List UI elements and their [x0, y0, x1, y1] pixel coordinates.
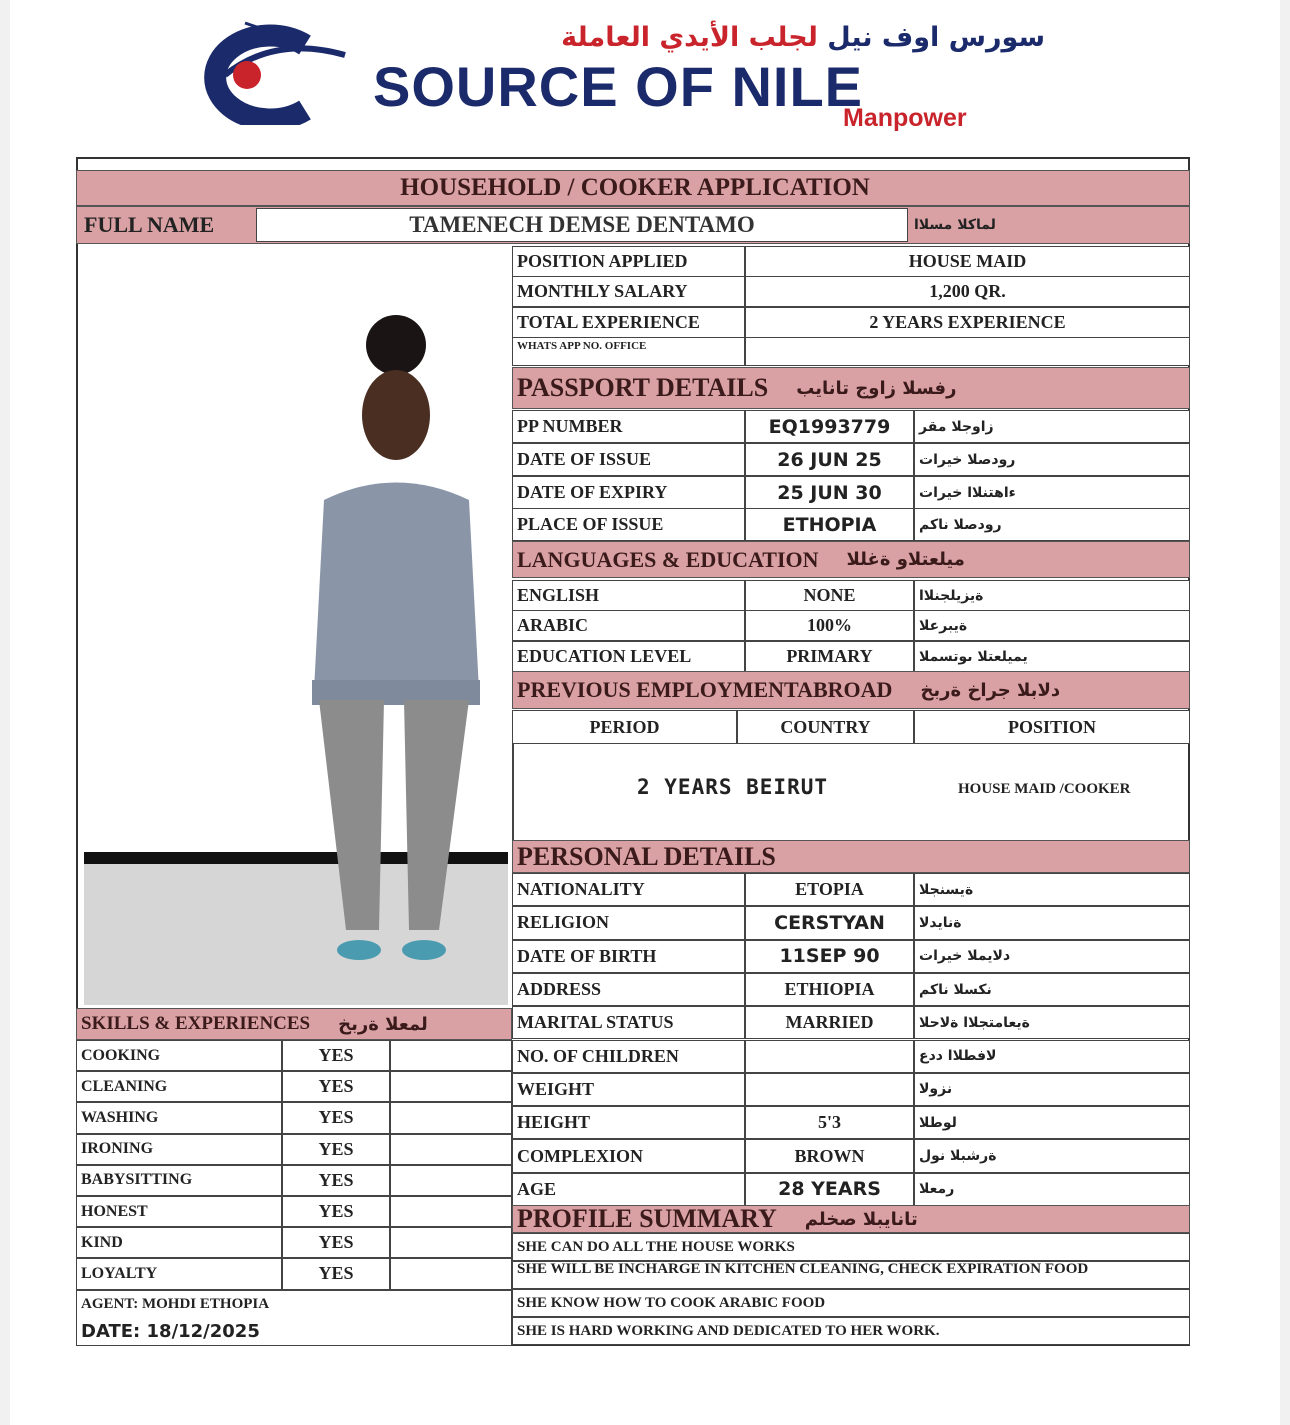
skill-empty-cell [390, 1071, 512, 1102]
employment-header [512, 671, 1190, 709]
field-value: ETHIOPIA [745, 973, 914, 1006]
employment-header-title: PREVIOUS EMPLOYMENTABROAD [517, 677, 893, 702]
skill-empty-cell [390, 1227, 512, 1258]
application-date: DATE: 18/12/2025 [76, 1318, 512, 1346]
employment-header-arabic-title: دلابلا جراخ ةربخ [920, 679, 1061, 701]
field-value: 5'3 [745, 1106, 914, 1139]
full-name-arabic: لماكلا مسلاا [910, 208, 1030, 242]
skill-label: KIND [76, 1227, 282, 1258]
skill-label: HONEST [76, 1196, 282, 1227]
field-value [745, 1073, 914, 1106]
skill-empty-cell [390, 1102, 512, 1133]
person-full-body-icon [84, 250, 508, 1005]
skills-header-arabic-title: لمعلا ةربخ [338, 1013, 428, 1035]
skill-label: WASHING [76, 1102, 282, 1133]
field-arabic-label: رمعلا [914, 1173, 1190, 1206]
skill-value: YES [282, 1040, 390, 1071]
logo-arabic-prefix: سورس اوف نيل [827, 22, 1045, 53]
field-label: WEIGHT [512, 1073, 745, 1106]
full-name-value: TAMENECH DEMSE DENTAMO [256, 208, 908, 242]
field-label: DATE OF ISSUE [512, 443, 745, 476]
field-value: BROWN [745, 1139, 914, 1172]
skill-empty-cell [390, 1134, 512, 1165]
field-arabic-label: ةيزيلجنلاا [914, 580, 1190, 611]
logo-arabic [375, 22, 1045, 53]
field-label: ADDRESS [512, 973, 745, 1006]
field-value: 26 JUN 25 [745, 443, 914, 476]
field-value: ETOPIA [745, 873, 914, 906]
field-arabic-label: ةيبرعلا [914, 610, 1190, 641]
skill-value: YES [282, 1227, 390, 1258]
field-value: 100% [745, 610, 914, 641]
skill-value: YES [282, 1165, 390, 1196]
field-label: HEIGHT [512, 1106, 745, 1139]
field-arabic-label: يميلعتلا ىوتسملا [914, 641, 1190, 672]
passport-header-arabic-title: رفسلا زاوج تانايب [796, 377, 957, 399]
skill-label: CLEANING [76, 1071, 282, 1102]
profile-summary-line: SHE KNOW HOW TO COOK ARABIC FOOD [512, 1289, 1190, 1317]
profile-header-arabic-title: تانايبلا صخلم [804, 1208, 918, 1230]
languages-header-title: LANGUAGES & EDUCATION [517, 546, 819, 572]
field-arabic-label: ةنايدلا [914, 906, 1190, 939]
field-label: RELIGION [512, 906, 745, 939]
divider [512, 744, 514, 840]
field-arabic-label: زاوجلا مقر [914, 410, 1190, 443]
field-label: PP NUMBER [512, 410, 745, 443]
skill-empty-cell [390, 1196, 512, 1227]
field-label: TOTAL EXPERIENCE [512, 307, 745, 338]
logo-emblem [185, 15, 355, 125]
personal-header-title: PERSONAL DETAILS [517, 841, 776, 871]
field-label: MONTHLY SALARY [512, 276, 745, 307]
profile-summary-line: SHE IS HARD WORKING AND DEDICATED TO HER WORK. [512, 1317, 1190, 1345]
logo-subtitle: Manpower [843, 104, 967, 132]
personal-header [512, 840, 1190, 873]
skills-header-title: SKILLS & EXPERIENCES [81, 1013, 311, 1034]
field-arabic-label: نكسلا ناكم [914, 973, 1190, 1006]
logo-name: SOURCE OF NILE [373, 55, 864, 118]
column-header-country: COUNTRY [737, 710, 914, 744]
employment-position: HOUSE MAID /COOKER [958, 781, 1131, 797]
field-label: EDUCATION LEVEL [512, 641, 745, 672]
field-arabic-label: دلايملا خيرات [914, 940, 1190, 973]
profile-summary-line: SHE WILL BE INCHARGE IN KITCHEN CLEANING, CHECK EXPIRATION FOOD [512, 1261, 1190, 1289]
skill-empty-cell [390, 1165, 512, 1196]
field-label: ARABIC [512, 610, 745, 641]
field-arabic-label: ءاهتنلاا خيرات [914, 476, 1190, 509]
full-name-label: FULL NAME [80, 208, 255, 242]
passport-header-title: PASSPORT DETAILS [517, 373, 769, 402]
field-label: DATE OF BIRTH [512, 940, 745, 973]
skill-empty-cell [390, 1258, 512, 1289]
field-value: 2 YEARS EXPERIENCE [745, 307, 1190, 338]
passport-header [512, 367, 1190, 409]
field-label: PLACE OF ISSUE [512, 508, 745, 541]
field-value [745, 337, 1190, 366]
field-arabic-label: ةرشبلا نول [914, 1139, 1190, 1172]
field-label: COMPLEXION [512, 1139, 745, 1172]
field-label: MARITAL STATUS [512, 1006, 745, 1039]
profile-header [512, 1205, 1190, 1233]
field-value: CERSTYAN [745, 906, 914, 939]
field-label: AGE [512, 1173, 745, 1206]
field-label: NATIONALITY [512, 873, 745, 906]
field-arabic-label: ةيسنجلا [914, 873, 1190, 906]
field-value: MARRIED [745, 1006, 914, 1039]
skill-value: YES [282, 1196, 390, 1227]
field-arabic-label: لافطلاا ددع [914, 1040, 1190, 1073]
skill-value: YES [282, 1134, 390, 1165]
field-arabic-label: لوطلا [914, 1106, 1190, 1139]
full-body-photo [84, 250, 508, 1005]
languages-header-arabic-title: ميلعتلاو ةغللا [846, 549, 965, 570]
field-value: ETHOPIA [745, 508, 914, 541]
skill-label: IRONING [76, 1134, 282, 1165]
agent-name: AGENT: MOHDI ETHOPIA [76, 1290, 512, 1318]
field-label: POSITION APPLIED [512, 246, 745, 277]
logo-arabic-suffix: لجلب الأيدي العاملة [561, 22, 818, 53]
form-title: HOUSEHOLD / COOKER APPLICATION [76, 170, 1190, 206]
field-value [745, 1040, 914, 1073]
skill-label: BABYSITTING [76, 1165, 282, 1196]
skills-header [76, 1008, 512, 1040]
field-arabic-label: رودصلا خيرات [914, 443, 1190, 476]
field-arabic-label: رودصلا ناكم [914, 508, 1190, 541]
skill-value: YES [282, 1071, 390, 1102]
field-value: 28 YEARS [745, 1173, 914, 1206]
column-header-position: POSITION [914, 710, 1190, 744]
languages-header [512, 541, 1190, 578]
field-value: 11SEP 90 [745, 940, 914, 973]
profile-summary-line: SHE CAN DO ALL THE HOUSE WORKS [512, 1233, 1190, 1261]
skill-value: YES [282, 1102, 390, 1133]
field-value: EQ1993779 [745, 410, 914, 443]
field-value: PRIMARY [745, 641, 914, 672]
column-header-period: PERIOD [512, 710, 737, 744]
employment-period-country: 2 YEARS BEIRUT [637, 775, 829, 799]
field-value: HOUSE MAID [745, 246, 1190, 277]
field-value: NONE [745, 580, 914, 611]
field-arabic-label: ةيعامتجلاا ةلاحلا [914, 1006, 1190, 1039]
skill-empty-cell [390, 1040, 512, 1071]
field-value: 1,200 QR. [745, 276, 1190, 307]
skill-value: YES [282, 1258, 390, 1289]
field-label: DATE OF EXPIRY [512, 476, 745, 509]
skill-label: COOKING [76, 1040, 282, 1071]
skill-label: LOYALTY [76, 1258, 282, 1289]
field-label: WHATS APP NO. OFFICE [512, 337, 745, 366]
field-label: NO. OF CHILDREN [512, 1040, 745, 1073]
field-arabic-label: نزولا [914, 1073, 1190, 1106]
field-value: 25 JUN 30 [745, 476, 914, 509]
profile-header-title: PROFILE SUMMARY [517, 1204, 777, 1233]
field-label: ENGLISH [512, 580, 745, 611]
